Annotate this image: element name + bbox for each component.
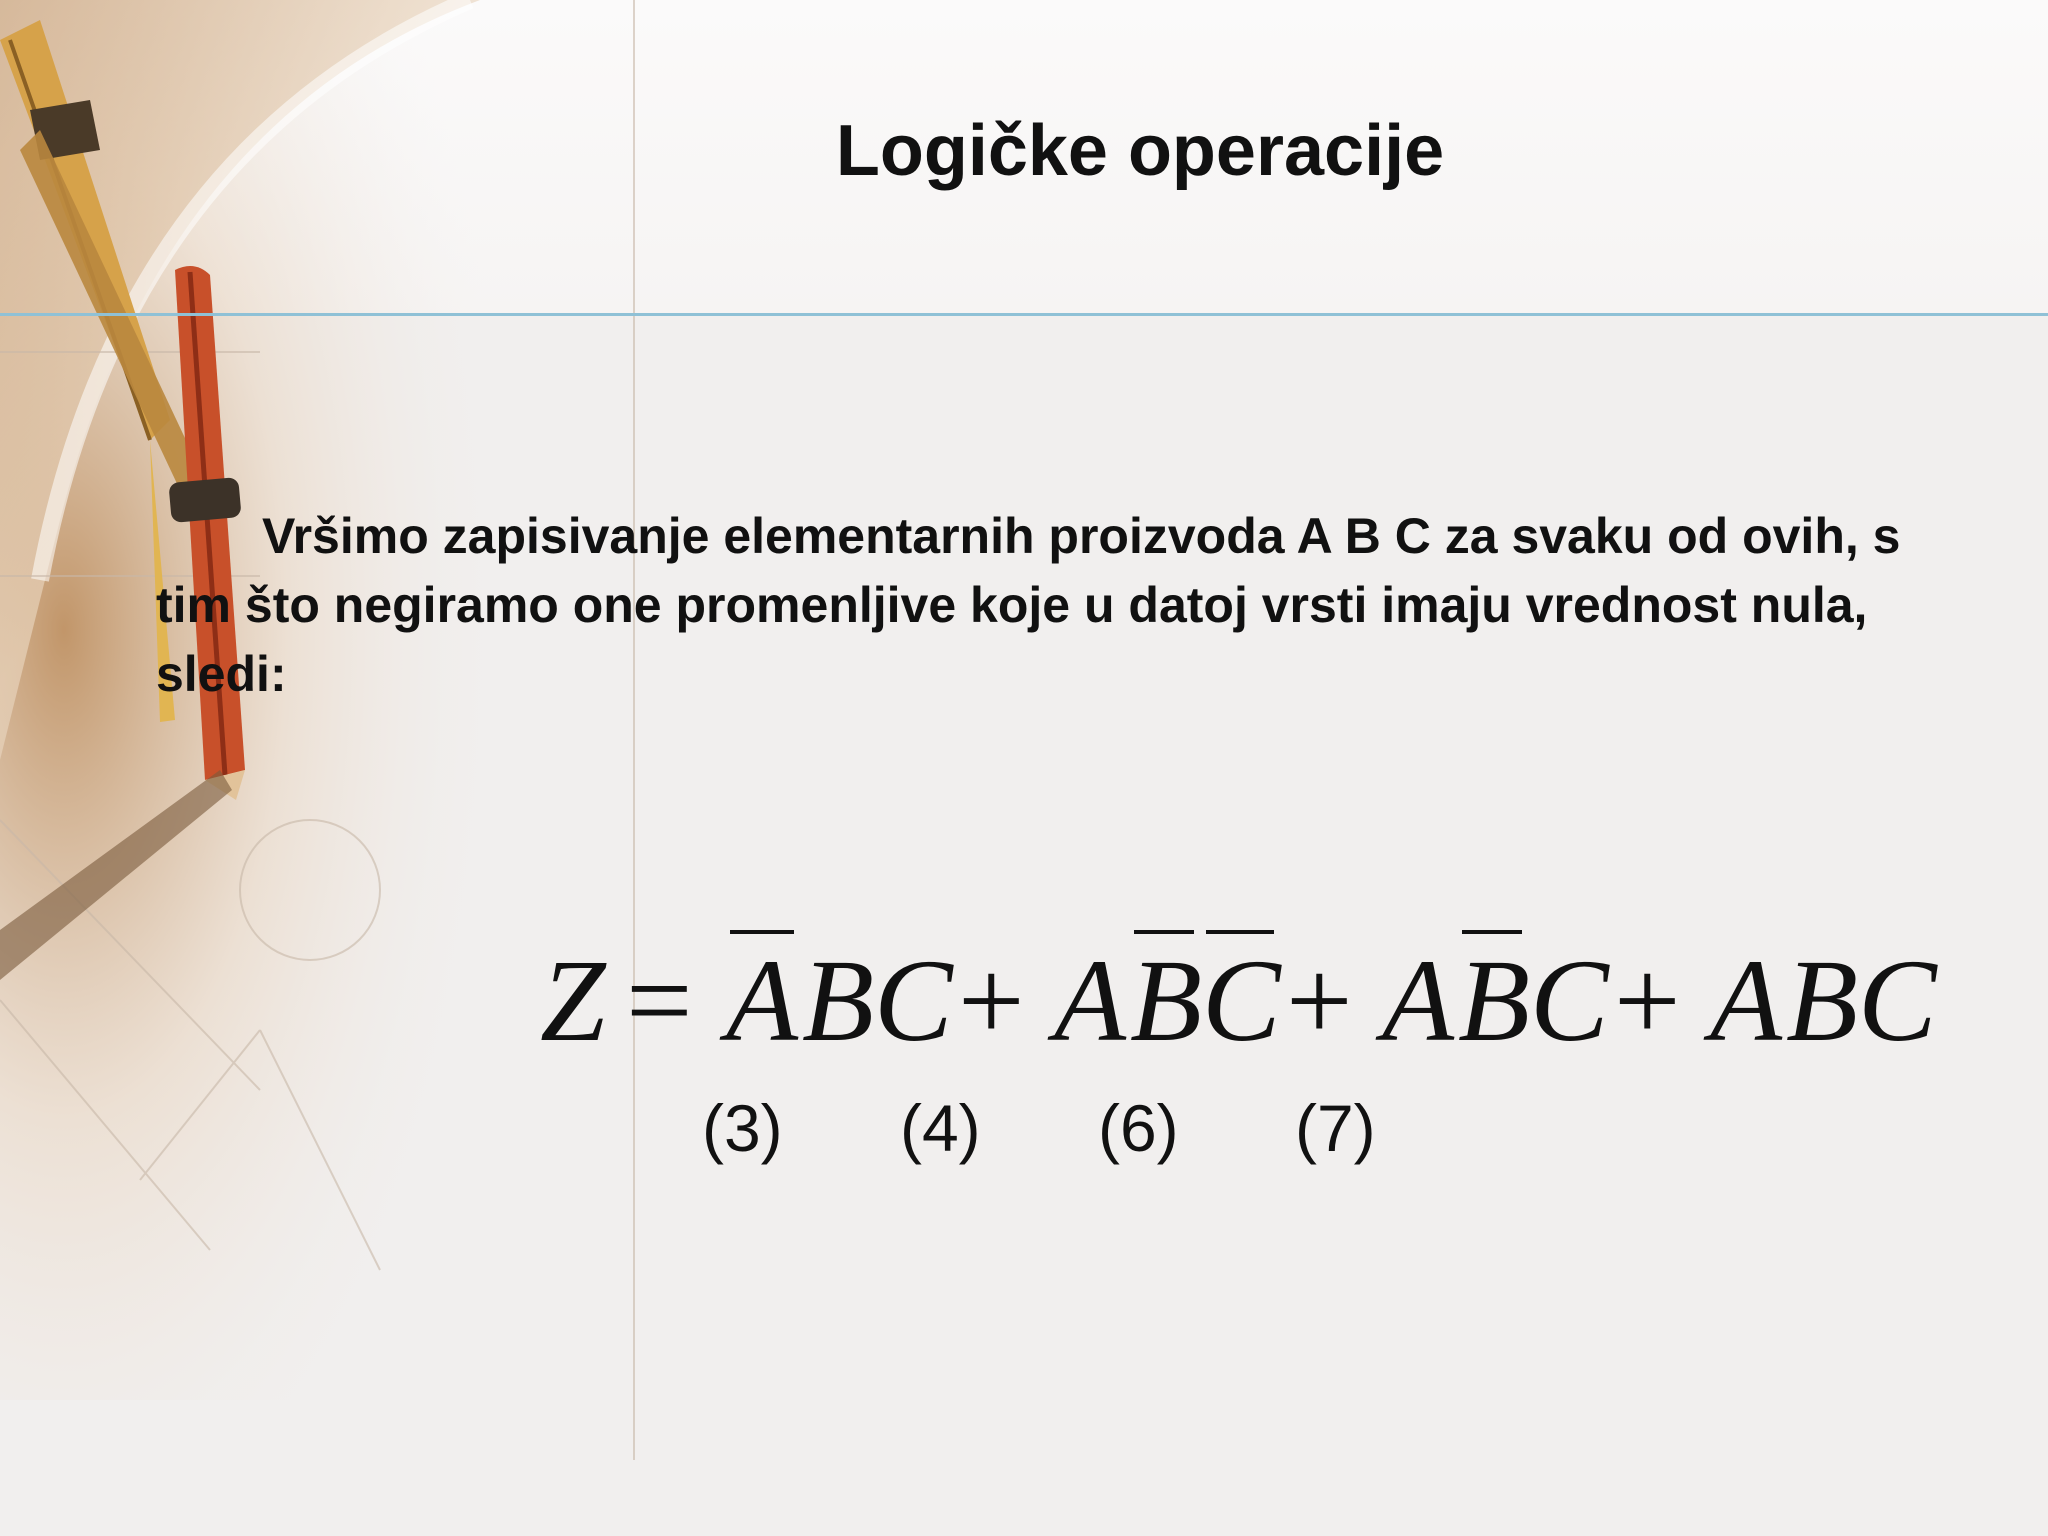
formula-plus: + <box>958 935 1025 1066</box>
formula-variable-b: B <box>1130 935 1203 1066</box>
formula-equals: = <box>626 935 693 1066</box>
formula-variable-a: A <box>726 935 799 1066</box>
formula-lhs: Z <box>540 935 606 1066</box>
formula-variable-c: C <box>874 935 953 1066</box>
term-label: (6) <box>1098 1091 1179 1165</box>
formula-plus: + <box>1614 935 1681 1066</box>
term-label: (3) <box>702 1091 783 1165</box>
title-divider-line <box>0 313 2048 316</box>
formula-plus: + <box>1286 935 1353 1066</box>
slide-body-text: Vršimo zapisivanje elementarnih proizvoda A B C za svaku od ovih, s tim što negiramo one promenljive koje u datoj vrsti imaju vrednost nula, sledi: <box>156 508 1901 702</box>
formula-variable-b: B <box>1786 935 1859 1066</box>
slide-title: Logičke operacije <box>835 111 1445 191</box>
formula-variable-a: A <box>1710 935 1783 1066</box>
formula-variable-c: C <box>1530 935 1609 1066</box>
formula-variable-a: A <box>1382 935 1455 1066</box>
term-label: (4) <box>900 1091 981 1165</box>
formula-variable-c: C <box>1202 935 1281 1066</box>
formula-variable-c: C <box>1858 935 1937 1066</box>
formula-variable-b: B <box>802 935 875 1066</box>
formula-variable-b: B <box>1458 935 1531 1066</box>
boolean-formula <box>540 900 1960 1070</box>
compass-pencil-illustration <box>0 0 640 1536</box>
term-labels <box>0 1090 2048 1170</box>
formula-variable-a: A <box>1054 935 1127 1066</box>
term-label: (7) <box>1295 1091 1376 1165</box>
